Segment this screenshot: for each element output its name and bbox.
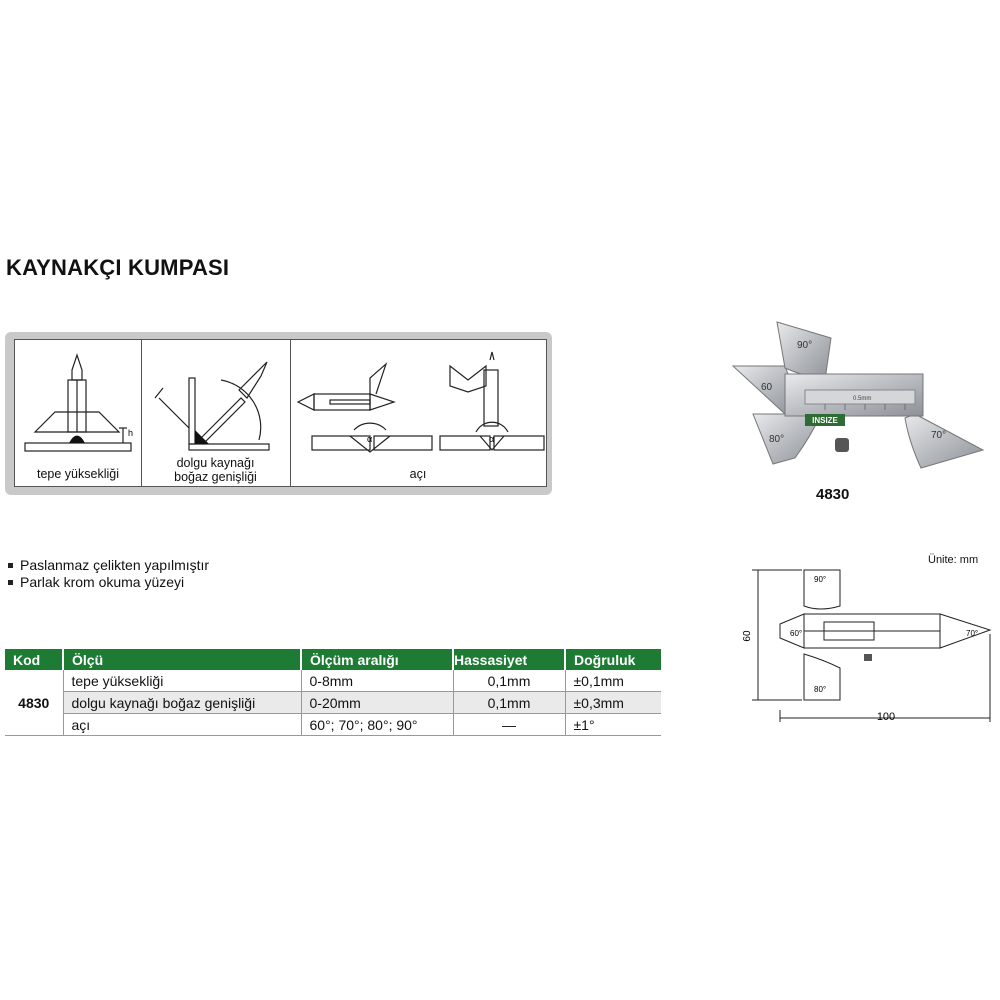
cell-measure: dolgu kaynağı boğaz genişliği xyxy=(63,692,301,714)
row-code: 4830 xyxy=(5,670,63,736)
cell-accuracy: ±0,1mm xyxy=(565,670,661,692)
cell-resolution: 0,1mm xyxy=(453,692,565,714)
caption-angle: açı xyxy=(409,467,427,481)
technical-drawing xyxy=(740,560,1000,735)
cell-accuracy: ±0,3mm xyxy=(565,692,661,714)
diagram-angle xyxy=(290,340,546,486)
crown-height-illustration xyxy=(15,340,141,486)
product-photo xyxy=(725,318,987,478)
cell-resolution: 0,1mm xyxy=(453,670,565,692)
photo-angle-90: 90° xyxy=(797,340,813,351)
table-row xyxy=(5,714,661,736)
photo-angle-60: 60 xyxy=(761,382,773,393)
cell-range: 0-8mm xyxy=(301,670,453,692)
table-header-row xyxy=(5,649,661,670)
drawing-angle-90: 90° xyxy=(814,575,827,584)
cell-resolution: — xyxy=(453,714,565,736)
dimension-height: 60 xyxy=(742,630,753,642)
feature-list xyxy=(6,557,209,591)
caption-throat-width: boğaz genişliği xyxy=(174,470,257,484)
cell-measure: tepe yüksekliği xyxy=(63,670,301,692)
photo-angle-70: 70° xyxy=(931,430,947,441)
diagram-fillet-weld xyxy=(141,340,291,486)
header-measure: Ölçü xyxy=(63,649,301,670)
alpha-label: α xyxy=(367,434,373,444)
header-resolution: Hassasiyet xyxy=(453,649,565,670)
cell-range: 0-20mm xyxy=(301,692,453,714)
caption-fillet-weld: dolgu kaynağı xyxy=(176,456,255,470)
header-range: Ölçüm aralığı xyxy=(301,649,453,670)
drawing-angle-70: 70° xyxy=(966,629,979,638)
diagram-crown-height xyxy=(15,340,142,486)
caption-crown-height: tepe yüksekliği xyxy=(37,467,119,481)
table-row xyxy=(5,692,661,714)
cell-accuracy: ±1° xyxy=(565,714,661,736)
photo-scale-label: 0.5mm xyxy=(853,396,872,402)
cell-range: 60°; 70°; 80°; 90° xyxy=(301,714,453,736)
feature-item: Parlak krom okuma yüzeyi xyxy=(6,574,209,591)
table-row xyxy=(5,670,661,692)
cell-measure: açı xyxy=(63,714,301,736)
product-code: 4830 xyxy=(816,486,850,503)
usage-diagram-panel xyxy=(5,332,552,495)
brand-logo: INSIZE xyxy=(812,416,838,425)
drawing-angle-80: 80° xyxy=(814,685,827,694)
spec-table xyxy=(5,649,661,736)
h-label: h xyxy=(128,428,134,438)
header-accuracy: Doğruluk xyxy=(565,649,661,670)
usage-diagram-frame xyxy=(14,339,547,487)
page-title: KAYNAKÇI KUMPASI xyxy=(6,255,230,280)
dimension-width: 100 xyxy=(876,711,896,723)
photo-angle-80: 80° xyxy=(769,434,785,445)
alpha-label-2: α xyxy=(489,434,495,444)
feature-item: Paslanmaz çelikten yapılmıştır xyxy=(6,557,209,574)
angle-illustration xyxy=(290,340,546,486)
drawing-angle-60: 60° xyxy=(790,629,803,638)
unit-label: Ünite: mm xyxy=(928,554,979,566)
header-code: Kod xyxy=(5,649,63,670)
